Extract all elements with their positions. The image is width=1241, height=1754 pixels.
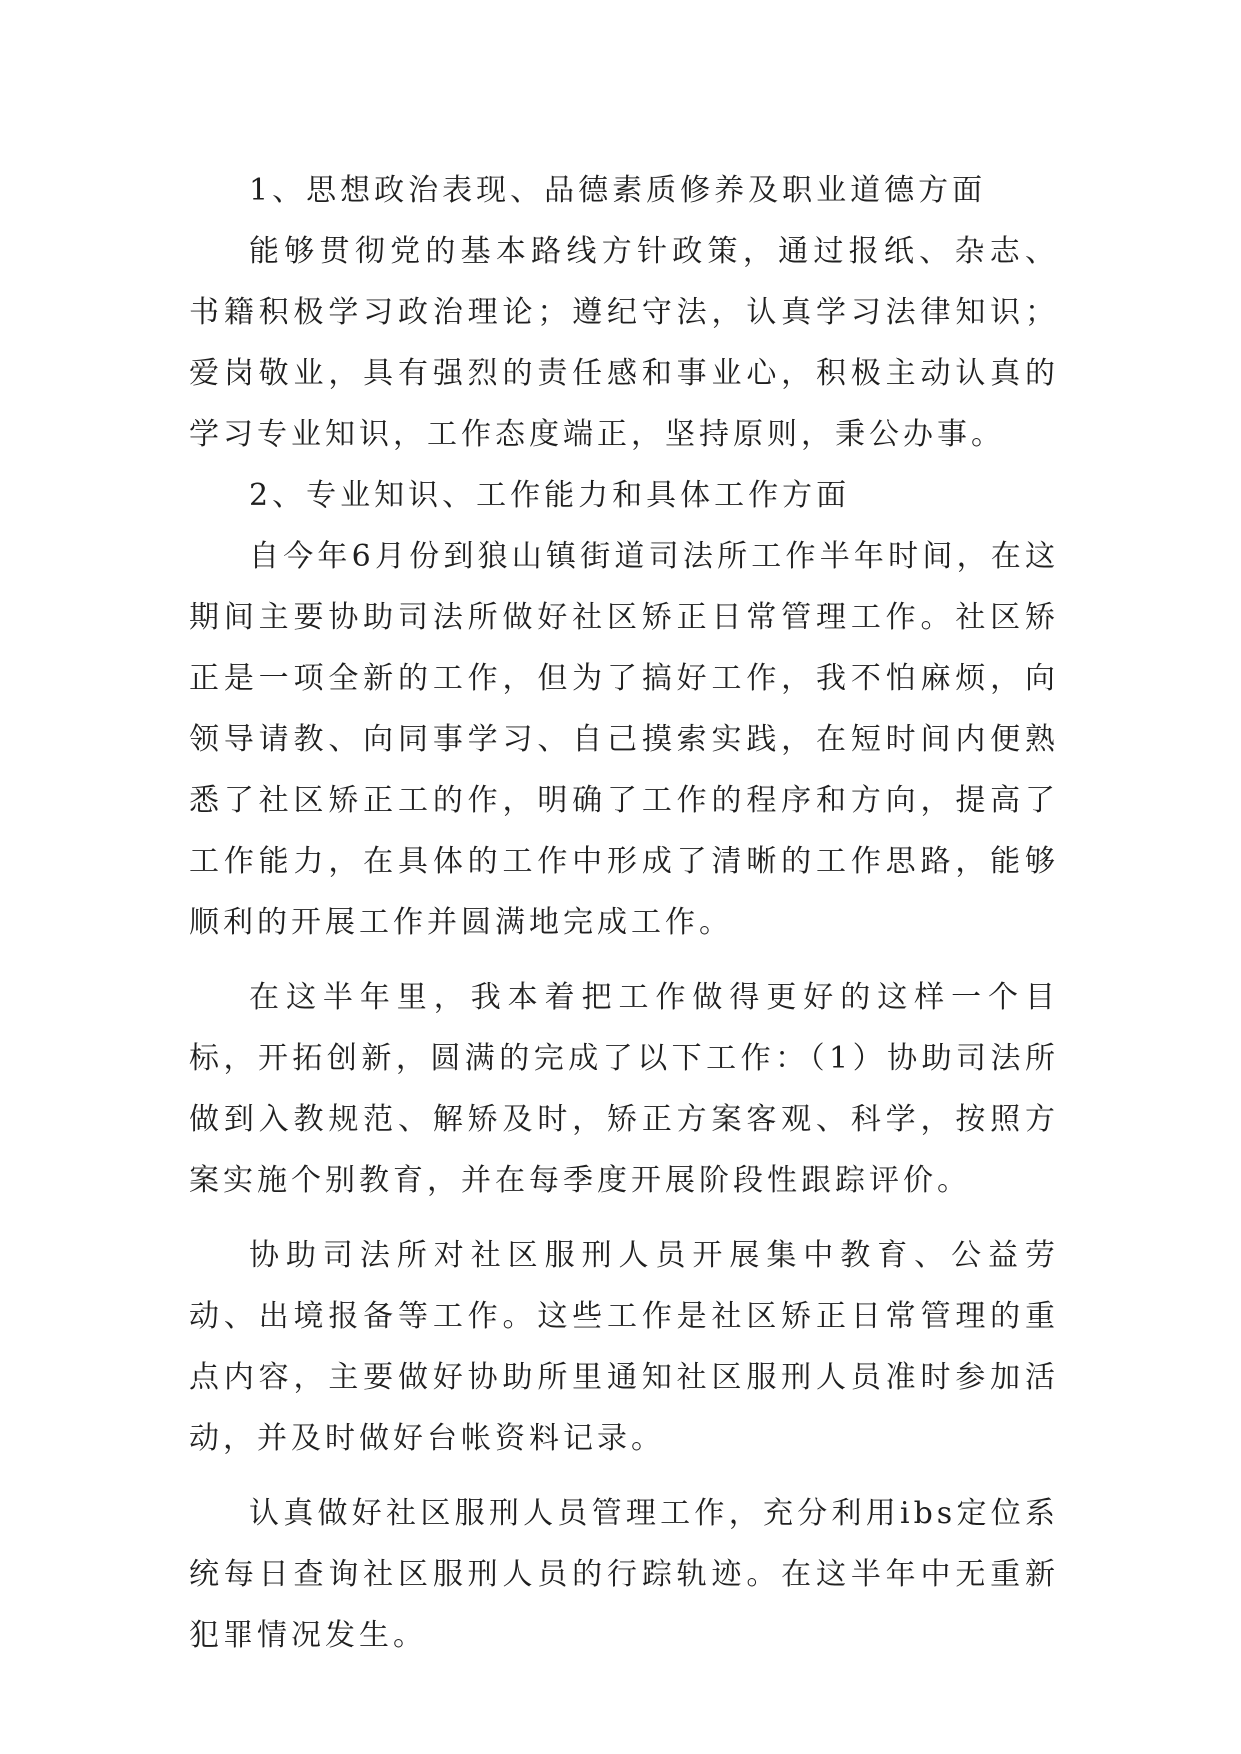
section-heading-1: 1、思想政治表现、品德素质修养及职业道德方面 bbox=[249, 173, 987, 208]
document-body bbox=[189, 160, 1059, 1666]
paragraph-personnel-management: 认真做好社区服刑人员管理工作，充分利用ibs定位系统每日查询社区服刑人员的行踪轨迹。在这半年中无重新犯罪情况发生。 bbox=[189, 1496, 1059, 1653]
paragraph-work-overview: 自今年6月份到狼山镇街道司法所工作半年时间，在这期间主要协助司法所做好社区矫正日常管理工作。社区矫正是一项全新的工作，但为了搞好工作，我不怕麻烦，向领导请教、向同事学习、自己摸索实践，在短时间内便熟悉了社区矫正工的作，明确了工作的程序和方向，提高了工作能力，在具体的工作中形成了清晰的工作思路，能够顺利的开展工作并圆满地完成工作。 bbox=[189, 539, 1059, 940]
paragraph-collective-education: 协助司法所对社区服刑人员开展集中教育、公益劳动、出境报备等工作。这些工作是社区矫正日常管理的重点内容，主要做好协助所里通知社区服刑人员准时参加活动，并及时做好台帐资料记录。 bbox=[189, 1238, 1059, 1456]
paragraph-political-performance: 能够贯彻党的基本路线方针政策，通过报纸、杂志、书籍积极学习政治理论；遵纪守法，认真学习法律知识；爱岗敬业，具有强烈的责任感和事业心，积极主动认真的学习专业知识，工作态度端正，坚持原则，秉公办事。 bbox=[189, 234, 1059, 452]
section-heading-2: 2、专业知识、工作能力和具体工作方面 bbox=[249, 478, 851, 513]
paragraph-work-achievements: 在这半年里，我本着把工作做得更好的这样一个目标，开拓创新，圆满的完成了以下工作：（1）协助司法所做到入教规范、解矫及时，矫正方案客观、科学，按照方案实施个别教育，并在每季度开展阶段性跟踪评价。 bbox=[189, 980, 1059, 1198]
